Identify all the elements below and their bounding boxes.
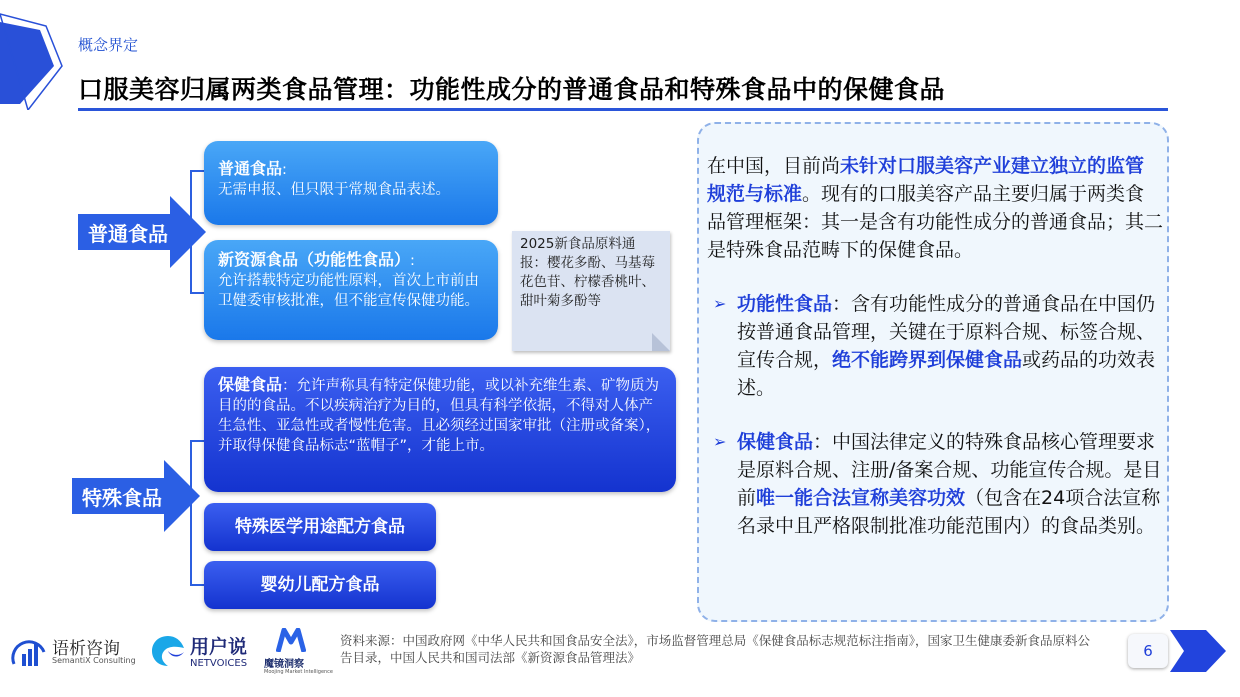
bullet-1-text-1: ：含有功能性成分的普通食品在中国仍按普通食品管理，关键在于原料合规、标签合规、宣传合规，	[737, 293, 1156, 371]
bullet-2-highlight: 唯一能合法宣称美容功效	[756, 487, 966, 509]
bullet-1-highlight: 绝不能跨界到保健食品	[832, 349, 1023, 371]
bullet-2-head: 保健食品	[737, 431, 814, 453]
arrow-general-label: 普通食品	[88, 222, 168, 246]
note-fold	[652, 333, 670, 351]
logo3-en: Moojing Market Intelligence	[264, 669, 334, 675]
logo1-en: SemantiX Consulting	[52, 656, 136, 665]
intro-text-2: 。现有的口服美容产品主要归属于两类食品管理框架：其一是含有功能性成分的普通食品；其二是特殊食品范畴下的保健食品。	[707, 183, 1164, 261]
box-general-title: 普通食品	[218, 159, 283, 178]
title-divider	[78, 108, 1168, 111]
bullet-arrow-icon: ➢	[713, 432, 727, 451]
arrow-general-food	[78, 196, 208, 268]
logo-moojing	[264, 628, 334, 676]
panel-text	[707, 152, 1163, 540]
box-new-text: 允许搭载特定功能性原料，首次上市前由卫健委审核批准，但不能宣传保健功能。	[218, 273, 479, 309]
bullet-health-food	[707, 428, 1163, 540]
box-health-text: 允许声称具有特定保健功能，或以补充维生素、矿物质为目的的食品。不以疾病治疗为目的，但具有科学依据，不得对人体产生急性、亚急性或者慢性危害。且必须经过国家审批（注册或备案），并取得保健食品标志“蓝帽子”，才能上市。	[218, 378, 661, 454]
moojing-logo-icon	[276, 628, 306, 652]
note-text: 2025新食品原料通报：樱花多酚、马基莓花色苷、柠檬香桃叶、甜叶菊多酚等	[520, 236, 655, 309]
box-infant-label: 婴幼儿配方食品	[260, 575, 380, 595]
box-new-resource-food: 新资源食品（功能性食品）: 允许搭载特定功能性原料，首次上市前由卫健委审核批准，但不能宣传保健功能。	[204, 240, 498, 340]
next-page-arrow-icon	[1170, 630, 1226, 672]
bullet-2-text-2: （包含在24项合法宣称名录中且严格限制批准功能范围内）的食品类别。	[737, 487, 1161, 537]
logo2-cn: 用户说	[190, 636, 248, 658]
bullet-1-text-2: 或药品的功效表述。	[737, 349, 1156, 399]
box-new-title: 新资源食品（功能性食品）	[218, 250, 411, 269]
bullet-1-head: 功能性食品	[737, 293, 833, 315]
bullet-functional-food	[707, 290, 1163, 402]
logo1-cn: 语析咨询	[52, 639, 120, 659]
netvoices-logo-icon	[150, 634, 186, 668]
source-note: 资料来源：中国政府网《中华人民共和国食品安全法》，市场监督管理总局《保健食品标志规范标注指南》，国家卫生健康委新食品原料公告目录，中国人民共和国司法部《新资源食品管理法》	[340, 633, 1091, 665]
logo-netvoices	[150, 630, 260, 674]
page-title: 口服美容归属两类食品管理：功能性成分的普通食品和特殊食品中的保健食品	[78, 75, 946, 104]
box-general-food: 普通食品: 无需申报、但只限于常规食品表述。	[204, 141, 498, 225]
box-general-text: 无需申报、但只限于常规食品表述。	[218, 182, 450, 198]
box-medical-label: 特殊医学用途配方食品	[235, 517, 405, 537]
box-health-title: 保健食品	[218, 375, 283, 394]
intro-highlight: 未针对口服美容产业建立独立的监管规范与标准	[707, 155, 1145, 205]
note-2025-new-materials	[512, 231, 670, 351]
logo2-en: NETVOICES	[190, 658, 248, 669]
arrow-special-label: 特殊食品	[82, 486, 162, 510]
bullet-2-text-1: ：中国法律定义的特殊食品核心管理要求是原料合规、注册/备案合规、功能宣传合规。是目前	[737, 431, 1162, 509]
arrow-special-food	[72, 460, 202, 532]
logo3-cn: 魔镜洞察	[264, 659, 304, 670]
box-infant-formula	[204, 561, 436, 609]
semantix-logo-icon	[10, 634, 48, 670]
box-health-food: 保健食品：允许声称具有特定保健功能，或以补充维生素、矿物质为目的的食品。不以疾病治疗为目的，但具有科学依据，不得对人体产生急性、亚急性或者慢性危害。且必须经过国家审批（注册或备案），并取得保健食品标志“蓝帽子”，才能上市。	[204, 367, 676, 492]
section-label: 概念界定	[78, 36, 139, 54]
explanation-panel	[697, 122, 1169, 622]
panel-intro	[707, 152, 1163, 264]
intro-text-1: 在中国，目前尚	[707, 155, 841, 177]
logo-semantix	[10, 632, 150, 672]
bullet-arrow-icon: ➢	[713, 294, 727, 313]
box-medical-formula	[204, 503, 436, 551]
corner-decoration	[0, 0, 70, 110]
page-number: 6	[1128, 634, 1168, 668]
